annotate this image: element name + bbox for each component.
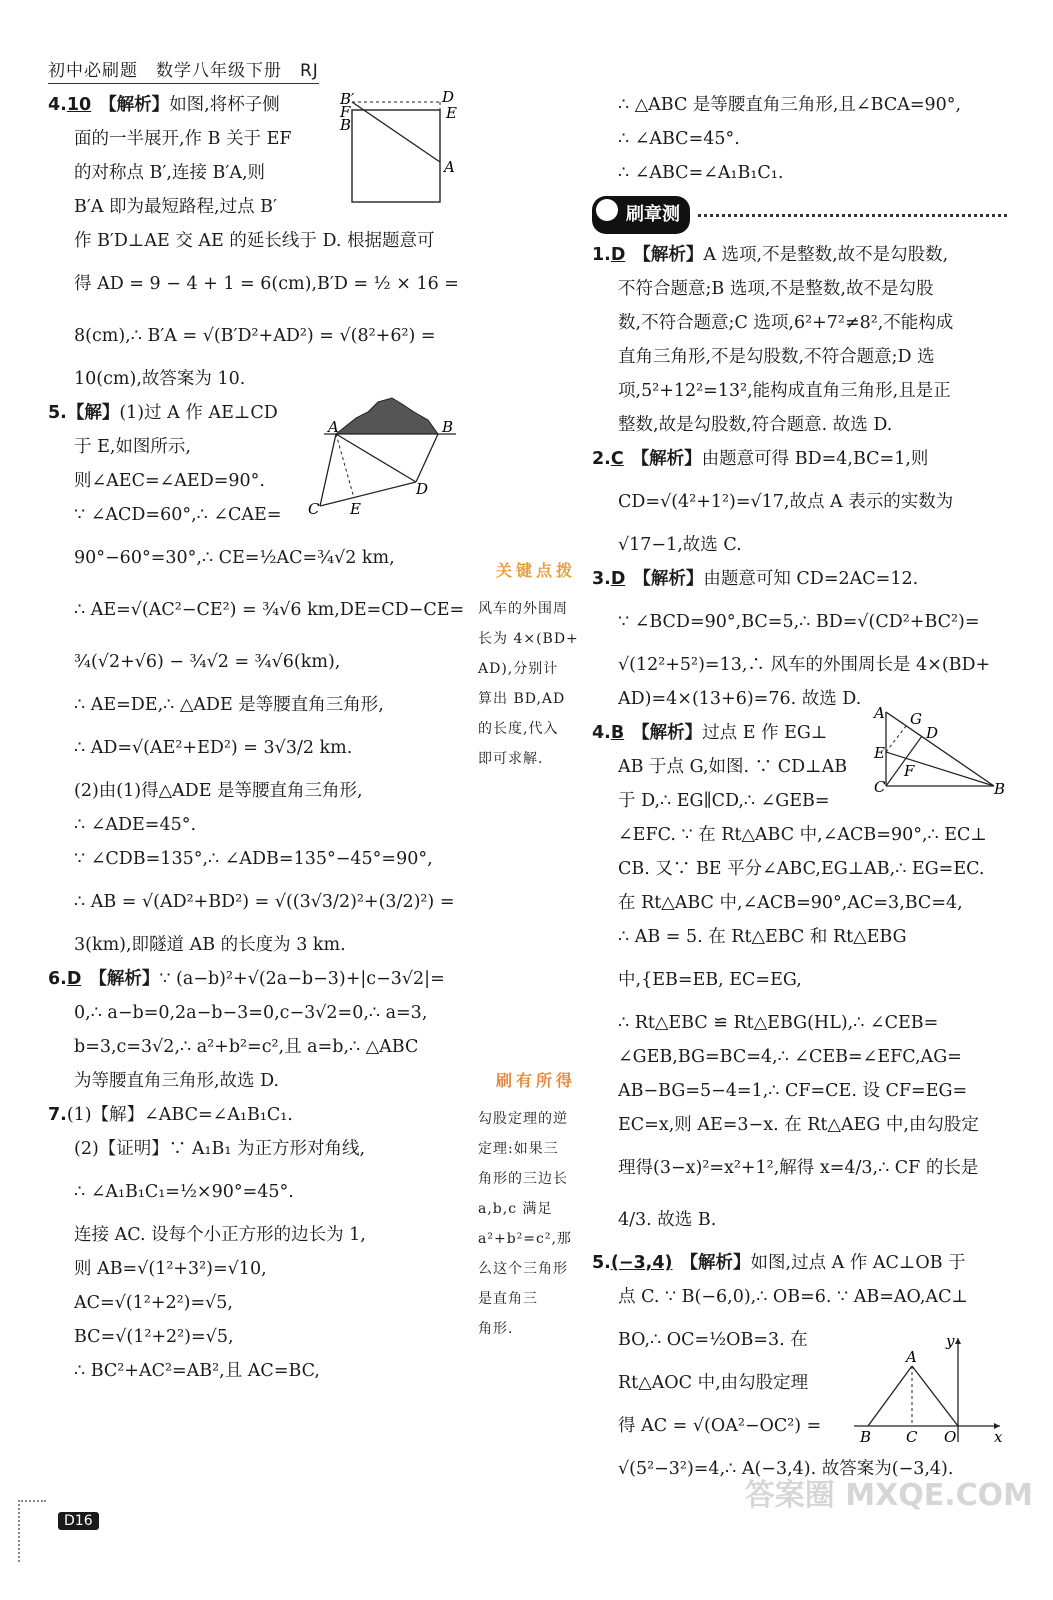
text-line [48, 1354, 468, 1388]
line-text: (1)过 A 作 AE⊥CD [119, 403, 278, 423]
line-text: ∴ AD=√(AE²+ED²) = 3√3/2 km. [74, 738, 353, 758]
note-line: a²+b²=c²,那 [478, 1231, 572, 1247]
line-text: 面的一半展开,作 B 关于 EF [74, 129, 292, 149]
line-text: ∴ AB = 5. 在 Rt△EBC 和 Rt△EBG [618, 927, 907, 947]
line-text: 10(cm),故答案为 10. [74, 369, 246, 389]
line-text: B′A 即为最短路程,过点 B′ [74, 197, 277, 217]
line-text: CB. 又∵ BE 平分∠ABC,EG⊥AB,∴ EG=EC. [618, 859, 985, 879]
text-line [592, 340, 1007, 374]
label-b-prime: B′ [340, 90, 355, 108]
answer: D [610, 245, 626, 265]
note-line: 角形. [478, 1321, 514, 1337]
question-number: 5. [48, 403, 67, 423]
question-line [592, 442, 1007, 476]
line-text: ∵ ∠ACD=60°,∴ ∠CAE= [74, 505, 282, 525]
text-line [48, 636, 468, 688]
line-text: AB 于点 G,如图. ∵ CD⊥AB [618, 757, 848, 777]
label-d: D [442, 90, 455, 106]
takeaway-heading: 刷有所得 [496, 1071, 577, 1090]
text-line [48, 1320, 468, 1354]
line-text: ∵ ∠CDB=135°,∴ ∠ADB=135°−45°=90°, [74, 849, 433, 869]
sidebar-column [474, 88, 584, 1344]
note-line: 么这个三角形 [478, 1261, 568, 1277]
text-line [48, 996, 468, 1030]
line-text: AC=√(1²+2²)=√5, [74, 1293, 233, 1313]
line-text: 数,不符合题意;C 选项,6²+7²≠8²,不能构成 [618, 313, 954, 333]
section-badge [592, 196, 690, 234]
section-heading [592, 196, 1007, 234]
text-line [592, 476, 1007, 528]
text-line [592, 156, 1007, 190]
note-line: 定理:如果三 [478, 1141, 559, 1157]
line-text: 理得(3−x)²=x²+1²,解得 x=4/3,∴ CF 的长是 [618, 1158, 979, 1178]
answer: (−3,4) [610, 1253, 673, 1273]
solution-tag: 【解析】 [631, 449, 702, 469]
note-line: 的长度,代入 [478, 721, 559, 737]
label-a: A [874, 704, 885, 722]
line-text: ∠GEB,BG=BC=4,∴ ∠CEB=∠EFC,AG= [618, 1047, 962, 1067]
line-text: 点 C. ∵ B(−6,0),∴ OB=6. ∵ AB=AO,AC⊥ [618, 1287, 968, 1307]
label-x: x [994, 1428, 1003, 1446]
text-line [48, 258, 468, 310]
label-o: O [944, 1428, 957, 1446]
text-line [592, 596, 1007, 648]
watermark: 答案圈 MXQE.COM [744, 1478, 1033, 1513]
label-e: E [446, 104, 457, 122]
line-text: 中,{EB=EB, EC=EG, [618, 970, 802, 990]
label-e: E [874, 744, 885, 762]
label-b: B [340, 116, 352, 134]
dotted-rule [698, 214, 1007, 217]
question-number: 4. [592, 723, 611, 743]
text-line [48, 1166, 468, 1218]
label-e: E [350, 500, 361, 518]
text-line [48, 722, 468, 774]
note-line: 风车的外围周 [478, 601, 568, 617]
label-a: A [906, 1348, 917, 1366]
line-text: AB−BG=5−4=1,∴ CF=CE. 设 CF=EG= [618, 1081, 968, 1101]
note-line: 角形的三边长 [478, 1171, 568, 1187]
key-tip-heading: 关键点拨 [496, 561, 577, 580]
line-text: 于 E,如图所示, [74, 437, 191, 457]
label-a: A [328, 418, 339, 436]
text-line [592, 818, 1007, 852]
line-text: (1)【解】∠ABC=∠A₁B₁C₁. [66, 1105, 293, 1125]
label-f: F [904, 762, 915, 780]
text-line [592, 306, 1007, 340]
text-line [592, 920, 1007, 954]
label-b: B [442, 418, 454, 436]
text-line [48, 532, 468, 584]
text-line [48, 584, 468, 636]
label-d: D [416, 480, 429, 498]
text-line [592, 1142, 1007, 1194]
label-y: y [946, 1332, 955, 1350]
solution-tag: 【解析】 [632, 723, 703, 743]
line-text: CD=√(4²+1²)=√17,故点 A 表示的实数为 [618, 492, 954, 512]
line-text: 如图,将杯子侧 [169, 95, 280, 115]
text-line [592, 374, 1007, 408]
label-b: B [994, 780, 1005, 798]
text-line [48, 310, 468, 362]
line-text: ∠EFC. ∵ 在 Rt△ABC 中,∠ACB=90°,∴ EC⊥ [618, 825, 987, 845]
line-text: √17−1,故选 C. [618, 535, 742, 555]
tunnel-figure [306, 390, 466, 520]
line-text: 8(cm),∴ B′A = √(B′D²+AD²) = √(8²+6²) = [74, 326, 436, 346]
line-text: b=3,c=3√2,∴ a²+b²=c²,且 a=b,∴ △ABC [74, 1037, 419, 1057]
text-line [592, 272, 1007, 306]
note-line: 算出 BD,AD [478, 691, 566, 707]
text-line [48, 928, 468, 962]
line-text: 4/3. 故选 B. [618, 1210, 717, 1230]
text-line [592, 1040, 1007, 1074]
text-line [48, 774, 468, 808]
note-line: a,b,c 满足 [478, 1201, 553, 1217]
line-text: 于 D,∴ EG∥CD,∴ ∠GEB= [618, 791, 830, 811]
question-number: 5. [592, 1253, 611, 1273]
line-text: ∴ AE=DE,∴ △ADE 是等腰直角三角形, [74, 695, 384, 715]
page-number: D16 [58, 1512, 99, 1530]
line-text: 在 Rt△ABC 中,∠ACB=90°,AC=3,BC=4, [618, 893, 963, 913]
question-number: 6. [48, 969, 67, 989]
line-text: 过点 E 作 EG⊥ [702, 723, 828, 743]
line-text: 由题意可得 BD=4,BC=1,则 [701, 449, 929, 469]
running-header: 初中必刷题 数学八年级下册 RJ [48, 56, 319, 84]
text-line [592, 1280, 1007, 1314]
text-line [48, 808, 468, 842]
line-text: EC=x,则 AE=3−x. 在 Rt△AEG 中,由勾股定 [618, 1115, 979, 1135]
text-line [592, 954, 1007, 1006]
text-line [592, 122, 1007, 156]
label-b: B [860, 1428, 872, 1446]
label-d: D [926, 724, 939, 742]
line-text: 项,5²+12²=13²,能构成直角三角形,且是正 [618, 381, 951, 401]
line-text: 0,∴ a−b=0,2a−b−3=0,c−3√2=0,∴ a=3, [74, 1003, 428, 1023]
question-line [592, 1246, 1007, 1280]
line-text: 作 B′D⊥AE 交 AE 的延长线于 D. 根据题意可 [74, 231, 435, 251]
section-label: 刷章测 [626, 204, 680, 225]
solution-tag: 【解析】 [633, 245, 704, 265]
text-line [592, 648, 1007, 682]
answer: C [610, 449, 624, 469]
line-text: ∴ ∠ABC=∠A₁B₁C₁. [618, 163, 784, 183]
line-text: ∴ AE=√(AC²−CE²) = ¾√6 km,DE=CD−CE= [74, 600, 465, 620]
triangle-figure [870, 702, 1005, 802]
page-corner-mark [18, 1500, 46, 1562]
line-text: BO,∴ OC=½OB=3. 在 [618, 1330, 808, 1350]
label-c: C [874, 778, 886, 796]
text-line [48, 876, 468, 928]
line-text: 整数,故是勾股数,符合题意. 故选 D. [618, 415, 893, 435]
answer: 10 [66, 95, 92, 115]
note-line: AD),分别计 [478, 661, 559, 677]
text-line [48, 688, 468, 722]
question-line [48, 962, 468, 996]
solution-tag: 【解析】 [99, 95, 170, 115]
line-text: ∴ ∠ADE=45°. [74, 815, 197, 835]
label-g: G [910, 710, 922, 728]
text-line [592, 852, 1007, 886]
line-text: (2)【证明】∵ A₁B₁ 为正方形对角线, [74, 1139, 366, 1159]
label-c: C [308, 500, 320, 518]
label-f: F [340, 103, 351, 121]
note-line: 长为 4×(BD+ [478, 631, 579, 647]
line-text: 的对称点 B′,连接 B′A,则 [74, 163, 266, 183]
line-text: 为等腰直角三角形,故选 D. [74, 1071, 280, 1091]
text-line [48, 224, 468, 258]
text-line [592, 1108, 1007, 1142]
question-line [48, 1098, 468, 1132]
line-text: 得 AD = 9 − 4 + 1 = 6(cm),B′D = ½ × 16 = [74, 274, 459, 294]
solution-tag: 【解析】 [633, 569, 704, 589]
line-text: 由题意可知 CD=2AC=12. [703, 569, 919, 589]
line-text: (2)由(1)得△ADE 是等腰直角三角形, [74, 781, 363, 801]
text-line [48, 1252, 468, 1286]
question-number: 2. [592, 449, 611, 469]
line-text: Rt△AOC 中,由勾股定理 [618, 1373, 809, 1393]
text-line [592, 88, 1007, 122]
text-line [48, 1030, 468, 1064]
text-line [592, 886, 1007, 920]
line-text: 连接 AC. 设每个小正方形的边长为 1, [74, 1225, 366, 1245]
question-number: 4. [48, 95, 67, 115]
text-line [48, 1286, 468, 1320]
text-line [592, 1006, 1007, 1040]
line-text: AD)=4×(13+6)=76. 故选 D. [618, 689, 862, 709]
question-number: 1. [592, 245, 611, 265]
line-text: 直角三角形,不是勾股数,不符合题意;D 选 [618, 347, 935, 367]
question-number: 7. [48, 1105, 67, 1125]
line-text: 则∠AEC=∠AED=90°. [74, 471, 265, 491]
answer: D [66, 969, 82, 989]
line-text: ∴ Rt△EBC ≌ Rt△EBG(HL),∴ ∠CEB= [618, 1013, 939, 1033]
text-line [48, 1064, 468, 1098]
line-text: √(12²+5²)=13,∴ 风车的外围周长是 4×(BD+ [618, 655, 991, 675]
line-text: BC=√(1²+2²)=√5, [74, 1327, 234, 1347]
line-text: 3(km),即隧道 AB 的长度为 3 km. [74, 935, 346, 955]
text-line [592, 408, 1007, 442]
answer: B [610, 723, 625, 743]
line-text: 90°−60°=30°,∴ CE=½AC=¾√2 km, [74, 548, 395, 568]
text-line [48, 842, 468, 876]
line-text: ∴ BC²+AC²=AB²,且 AC=BC, [74, 1361, 320, 1381]
key-tip-note [474, 594, 584, 774]
label-c: C [906, 1428, 918, 1446]
cup-unfold-figure [338, 90, 468, 210]
line-text: ∵ ∠BCD=90°,BC=5,∴ BD=√(CD²+BC²)= [618, 612, 980, 632]
answer: D [610, 569, 626, 589]
text-line [592, 528, 1007, 562]
line-text: 如图,过点 A 作 AC⊥OB 于 [750, 1253, 966, 1273]
line-text: ∵ (a−b)²+√(2a−b−3)+|c−3√2|= [159, 969, 445, 989]
note-line: 勾股定理的逆 [478, 1111, 568, 1127]
line-text: ∴ △ABC 是等腰直角三角形,且∠BCA=90°, [618, 95, 962, 115]
question-line [592, 562, 1007, 596]
text-line [48, 1132, 468, 1166]
label-a: A [444, 158, 455, 176]
line-text: ∴ ∠ABC=45°. [618, 129, 740, 149]
note-line: 即可求解. [478, 751, 544, 767]
question-line [592, 238, 1007, 272]
line-text: ¾(√2+√6) − ¾√2 = ¾√6(km), [74, 652, 341, 672]
line-text: A 选项,不是整数,故不是勾股数, [703, 245, 949, 265]
text-line [592, 1194, 1007, 1246]
line-text: ∴ ∠A₁B₁C₁=½×90°=45°. [74, 1182, 294, 1202]
solution-tag: 【解析】 [89, 969, 160, 989]
solution-tag: 【解析】 [680, 1253, 751, 1273]
solution-tag: 【解】 [66, 403, 120, 423]
line-text: 则 AB=√(1²+3²)=√10, [74, 1259, 267, 1279]
takeaway-note [474, 1104, 584, 1344]
book-icon [596, 199, 618, 221]
text-line [592, 1074, 1007, 1108]
line-text: 不符合题意;B 选项,不是整数,故不是勾股 [618, 279, 934, 299]
question-number: 3. [592, 569, 611, 589]
note-line: 是直角三 [478, 1291, 538, 1307]
line-text: √(5²−3²)=4,∴ A(−3,4). 故答案为(−3,4). [618, 1459, 954, 1479]
text-line [48, 1218, 468, 1252]
left-column [48, 88, 468, 1388]
line-text: ∴ AB = √(AD²+BD²) = √((3√3/2)²+(3/2)²) = [74, 892, 455, 912]
line-text: 得 AC = √(OA²−OC²) = [618, 1416, 822, 1436]
coordinate-figure [850, 1330, 1010, 1450]
